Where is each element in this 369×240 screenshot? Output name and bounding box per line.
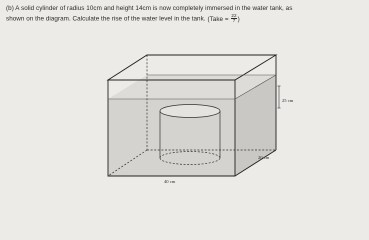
tank-depth-label: 20 cm [258,155,270,160]
tank-length-label: 40 cm [164,179,176,184]
tank-height-label: 25 cm [282,98,294,103]
pi-denominator: 7 [232,18,236,24]
cylinder-top [160,105,220,118]
question-line-1: (b) A solid cylinder of radius 10cm and height 14cm is now completely immersed in the water tank, as [6,5,293,12]
take-prefix: (Take = [207,15,231,23]
take-suffix: ) [237,15,240,23]
question-line-2-text: shown on the diagram. Calculate the rise of the water level in the tank. [6,15,206,23]
pi-numerator: 22 [231,13,237,18]
